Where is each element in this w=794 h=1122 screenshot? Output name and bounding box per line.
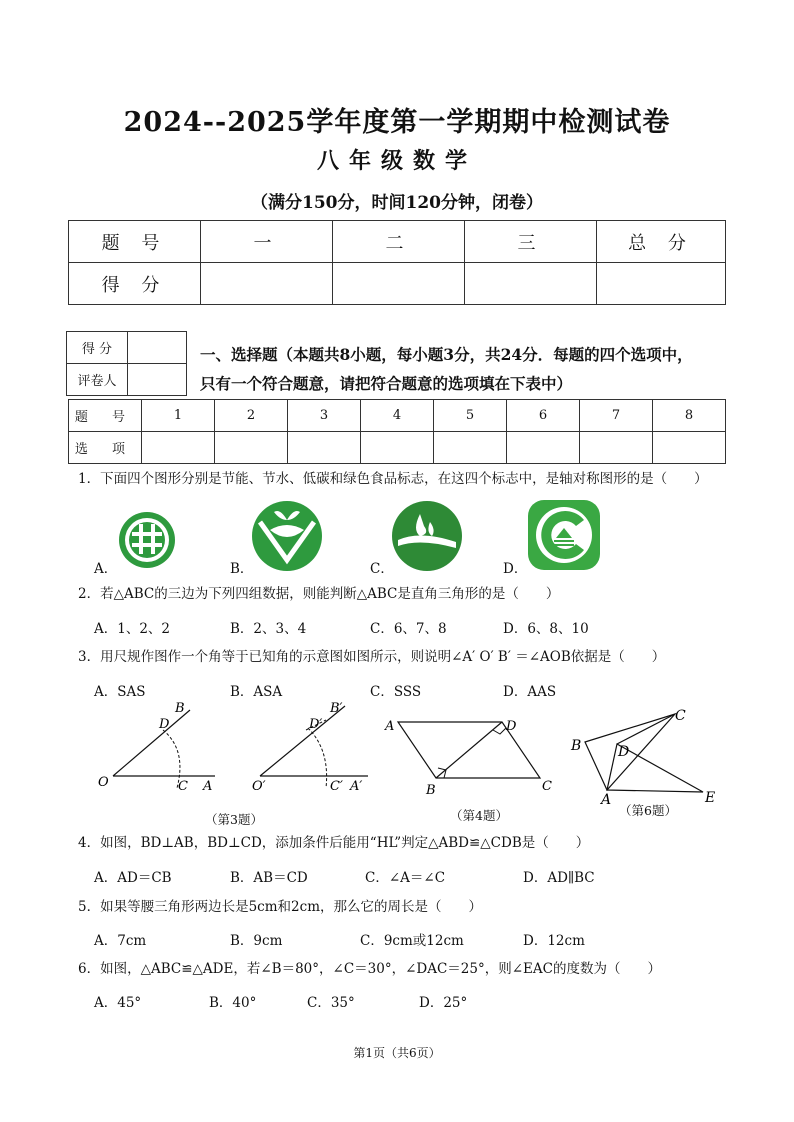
question-6: 6．如图，△ABC≌△ADE，若∠B＝80°，∠C＝30°，∠DAC＝25°，则∠EAC的度数为（ ） xyxy=(78,961,661,977)
exam-subtitle: 八年级数学 xyxy=(316,148,477,174)
q3-option-a: A．SAS xyxy=(94,684,146,700)
fig4-label-a: A xyxy=(385,719,395,734)
fig6-label-b: B xyxy=(571,738,582,754)
fig6-label-a: A xyxy=(601,792,612,807)
q5-option-c: C．9cm或12cm xyxy=(360,933,464,949)
question-4: 4．如图，BD⊥AB，BD⊥CD，添加条件后能用“HL”判定△ABD≌△CDB是（ ） xyxy=(78,835,590,851)
q2-option-d: D．6、8、10 xyxy=(503,621,589,637)
answer-cell[interactable] xyxy=(361,432,434,464)
q1-option-d: D． xyxy=(503,561,528,577)
score-cell[interactable] xyxy=(333,263,465,305)
answer-cell[interactable] xyxy=(507,432,580,464)
page-footer: 第1页（共6页） xyxy=(353,1046,441,1060)
q3-option-b: B．ASA xyxy=(230,684,283,700)
answer-table xyxy=(68,399,726,464)
fig4-label-d: D xyxy=(506,719,517,734)
answer-number: 8 xyxy=(653,400,726,432)
score-header-cell: 三 xyxy=(465,221,597,263)
fig3b-label-a: A′ xyxy=(350,779,363,794)
q5-option-d: D．12cm xyxy=(523,933,585,949)
green-food-logo-icon xyxy=(526,498,602,572)
score-cell[interactable] xyxy=(465,263,597,305)
fig3-left-diagram xyxy=(95,700,225,800)
low-carbon-logo-icon xyxy=(390,500,464,572)
answer-number: 3 xyxy=(288,400,361,432)
fig3b-label-b: B′ xyxy=(330,701,343,716)
energy-saving-logo-icon xyxy=(117,510,177,570)
grader-score-cell[interactable] xyxy=(128,332,187,364)
q6-option-c: C．35° xyxy=(307,995,355,1011)
fig3a-label-o: O xyxy=(98,775,109,790)
grader-box xyxy=(66,331,187,396)
score-cell[interactable] xyxy=(201,263,333,305)
q3-option-c: C．SSS xyxy=(370,684,422,700)
answer-number: 2 xyxy=(215,400,288,432)
fig3-caption: （第3题） xyxy=(205,812,263,827)
score-header-cell: 总 分 xyxy=(597,221,726,263)
q6-option-a: A．45° xyxy=(94,995,142,1011)
q2-option-b: B．2、3、4 xyxy=(230,621,307,637)
exam-title: 2024--2025学年度第一学期期中检测试卷 xyxy=(123,107,671,138)
section-heading-line: 只有一个符合题意，请把符合题意的选项填在下表中） xyxy=(200,374,573,393)
fig3b-label-c: C′ xyxy=(330,779,343,794)
q5-option-a: A．7cm xyxy=(94,933,147,949)
fig6-diagram xyxy=(565,702,725,807)
answer-cell[interactable] xyxy=(215,432,288,464)
answer-cell[interactable] xyxy=(653,432,726,464)
fig3b-label-d: D′ xyxy=(309,717,323,732)
grader-name-label: 评卷人 xyxy=(67,364,128,396)
exam-note: （满分150分，时间120分钟，闭卷） xyxy=(251,193,543,213)
section-heading xyxy=(200,340,740,398)
answer-cell[interactable] xyxy=(434,432,507,464)
question-1: 1．下面四个图形分别是节能、节水、低碳和绿色食品标志，在这四个标志中，是轴对称图形的是（ ） xyxy=(78,471,708,487)
answer-number: 1 xyxy=(142,400,215,432)
answer-number: 6 xyxy=(507,400,580,432)
score-header-cell: 题 号 xyxy=(69,221,201,263)
q3-option-d: D．AAS xyxy=(503,684,557,700)
fig3a-label-b: B xyxy=(175,701,185,716)
answer-number: 4 xyxy=(361,400,434,432)
fig3-right-diagram xyxy=(250,700,380,800)
fig4-caption: （第4题） xyxy=(450,808,508,823)
fig6-label-d: D xyxy=(618,744,630,760)
fig4-diagram xyxy=(380,712,560,802)
q4-option-d: D．AD∥BC xyxy=(523,870,595,886)
fig6-caption: （第6题） xyxy=(619,803,677,818)
score-table xyxy=(68,220,726,305)
answer-row-label: 题 号 xyxy=(69,400,142,432)
score-header-cell: 二 xyxy=(333,221,465,263)
answer-cell[interactable] xyxy=(142,432,215,464)
answer-number: 7 xyxy=(580,400,653,432)
answer-cell[interactable] xyxy=(288,432,361,464)
grader-score-label: 得 分 xyxy=(67,332,128,364)
answer-cell[interactable] xyxy=(580,432,653,464)
question-3: 3．用尺规作图作一个角等于已知角的示意图如图所示，则说明∠A′ O′ B′ ＝∠AOB依据是（ ） xyxy=(78,649,666,665)
fig6-label-e: E xyxy=(705,790,716,806)
q4-option-b: B．AB＝CD xyxy=(230,870,308,886)
q6-option-b: B．40° xyxy=(209,995,257,1011)
fig3a-label-d: D xyxy=(159,717,170,732)
score-cell[interactable] xyxy=(597,263,726,305)
grader-name-cell[interactable] xyxy=(128,364,187,396)
answer-number: 5 xyxy=(434,400,507,432)
fig3a-label-c: C xyxy=(178,779,188,794)
fig3b-label-o: O′ xyxy=(252,779,266,794)
q5-option-b: B．9cm xyxy=(230,933,283,949)
fig3a-label-a: A xyxy=(203,779,213,794)
q6-option-d: D．25° xyxy=(419,995,468,1011)
water-saving-logo-icon xyxy=(250,500,324,572)
fig6-label-c: C xyxy=(675,708,686,724)
q4-option-a: A．AD＝CB xyxy=(94,870,172,886)
section-heading-line: 一、选择题（本题共8小题，每小题3分，共24分．每题的四个选项中， xyxy=(200,345,693,364)
q1-option-c: C． xyxy=(370,561,394,577)
q2-option-c: C．6、7、8 xyxy=(370,621,447,637)
q2-option-a: A．1、2、2 xyxy=(94,621,171,637)
fig4-label-c: C xyxy=(542,779,552,794)
q1-option-a: A． xyxy=(94,561,118,577)
score-header-cell: 一 xyxy=(201,221,333,263)
q4-option-c: C．∠A＝∠C xyxy=(365,870,446,886)
q1-option-b: B． xyxy=(230,561,254,577)
answer-row-label: 选 项 xyxy=(69,432,142,464)
question-2: 2．若△ABC的三边为下列四组数据，则能判断△ABC是直角三角形的是（ ） xyxy=(78,586,560,602)
score-row-label: 得 分 xyxy=(69,263,201,305)
fig4-label-b: B xyxy=(426,783,436,798)
question-5: 5．如果等腰三角形两边长是5cm和2cm，那么它的周长是（ ） xyxy=(78,899,482,915)
